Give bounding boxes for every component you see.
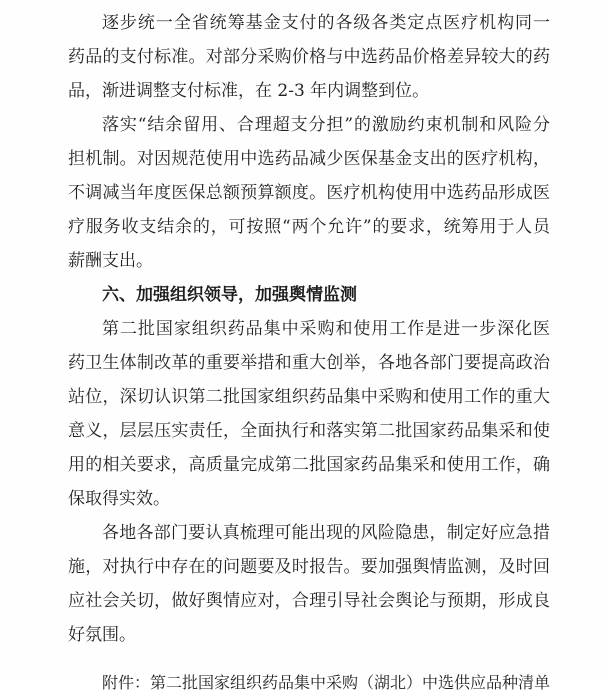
- text-line: 逐步统一全省统筹基金支付的各级各类定点医疗机构同一: [102, 13, 550, 33]
- text-line: 药卫生体制改革的重要举措和重大创举，各地各部门要提高政治: [68, 353, 550, 373]
- text-line: 疗服务收支结余的，可按照“两个允许”的要求，统筹用于人员: [68, 217, 550, 237]
- text-line: 施，对执行中存在的问题要及时报告。要加强舆情监测，及时回: [68, 557, 550, 577]
- text-line: 意义，层层压实责任，全面执行和落实第二批国家药品集采和使: [68, 421, 550, 441]
- text-line: 站位，深切认识第二批国家组织药品集中采购和使用工作的重大: [68, 387, 550, 407]
- text-line: 品，渐进调整支付标准，在 2-3 年内调整到位。: [68, 81, 430, 101]
- text-line: 第二批国家组织药品集中采购和使用工作是进一步深化医: [102, 319, 550, 339]
- text-line: 应社会关切，做好舆情应对，合理引导社会舆论与预期，形成良: [68, 591, 550, 611]
- paragraph-public-opinion: [0, 516, 608, 652]
- text-line: 担机制。对因规范使用中选药品减少医保基金支出的医疗机构，: [68, 149, 550, 169]
- text-line: 保取得实效。: [68, 489, 170, 509]
- text-line: 药品的支付标准。对部分采购价格与中选药品价格差异较大的药: [68, 47, 550, 67]
- paragraph-organization-leadership: [0, 312, 608, 516]
- text-line: 各地各部门要认真梳理可能出现的风险隐患，制定好应急措: [102, 523, 550, 543]
- paragraph-incentive-mechanism: [0, 108, 608, 278]
- attachment-note: 附件：第二批国家组织药品集中采购（湖北）中选供应品种清单: [102, 673, 551, 692]
- text-line: 好氛围。: [68, 625, 136, 645]
- text-line: 不调减当年度医保总额预算额度。医疗机构使用中选药品形成医: [68, 183, 550, 203]
- paragraph-payment-standard: [0, 6, 608, 108]
- text-line: 用的相关要求，高质量完成第二批国家药品集采和使用工作，确: [68, 455, 550, 475]
- text-line: 落实“结余留用、合理超支分担”的激励约束机制和风险分: [102, 115, 550, 135]
- spacer: [0, 652, 608, 666]
- section-heading: 六、加强组织领导，加强舆情监测: [102, 285, 357, 305]
- text-line: 薪酬支出。: [68, 251, 153, 271]
